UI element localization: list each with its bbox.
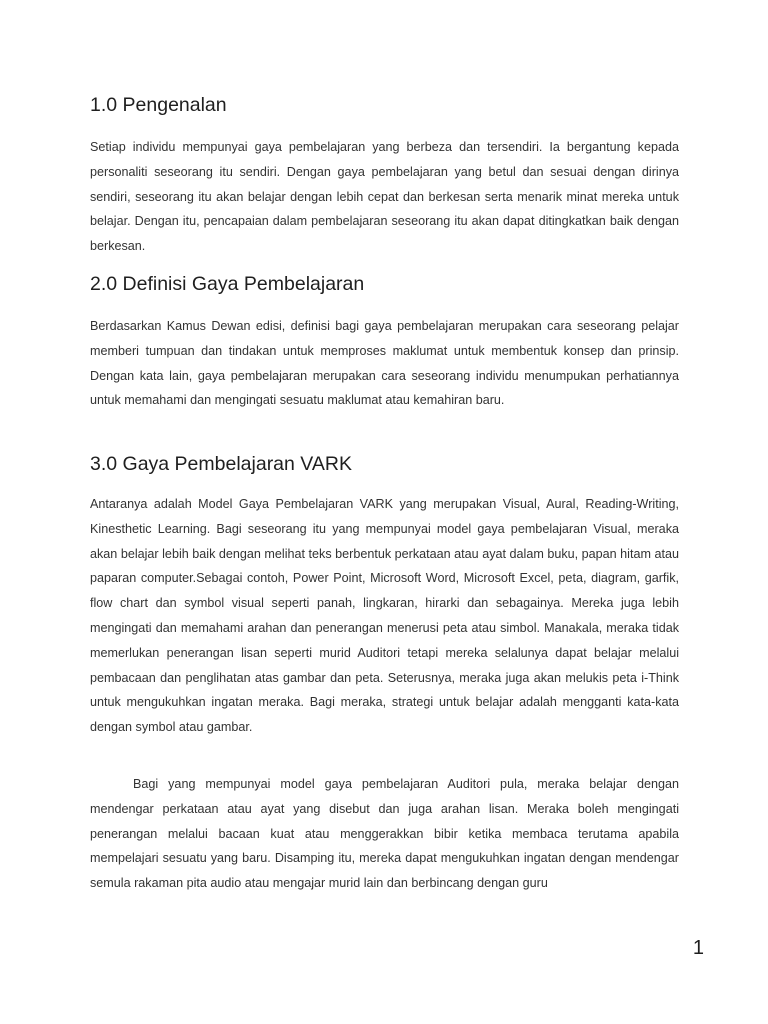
paragraph-vark-visual: Antaranya adalah Model Gaya Pembelajaran VARK yang merupakan Visual, Aural, Reading-Writing, Kinesthetic Learning. Bagi seseorang itu yang mempunyai model gaya pembelajaran Visual, meraka akan belajar lebih baik dengan melihat teks berbentuk perkataan atau ayat dalam buku, papan hitam atau paparan computer.Sebagai contoh, Power Point, Microsoft Word, Microsoft Excel, peta, diagram, garfik, flow chart dan symbol visual seperti panah, lingkaran, hirarki dan sebagainya. Mereka juga lebih mengingati dan memahami arahan dan penerangan menerusi peta atau simbol. Manakala, meraka tidak memerlukan penerangan lisan seperti murid Auditori tetapi mereka selalunya dapat belajar melalui pembacaan dan penglihatan atas gambar dan peta. Seterusnya, meraka juga akan melukis peta i-Think untuk mengukuhkan ingatan meraka. Bagi meraka, strategi untuk belajar adalah mengganti kata-kata dengan symbol atau gambar. <box>90 497 679 735</box>
document-page <box>90 0 679 1024</box>
paragraph-pengenalan: Setiap individu mempunyai gaya pembelajaran yang berbeza dan tersendiri. Ia bergantung kepada personaliti seseorang itu sendiri. Dengan gaya pembelajaran yang betul dan sesuai dengan dirinya sendiri, seseorang itu akan belajar dengan lebih cepat dan berkesan serta menarik minat mereka untuk belajar. Dengan itu, pencapaian dalam pembelajaran seseorang itu akan dapat ditingkatkan baik dengan berkesan. <box>90 140 679 254</box>
section-heading-pengenalan: 1.0 Pengenalan <box>90 94 227 116</box>
paragraph-vark-auditori: Bagi yang mempunyai model gaya pembelajaran Auditori pula, meraka belajar dengan mendengar perkataan atau ayat yang disebut dan juga arahan lisan. Meraka boleh mengingati penerangan melalui bacaan kuat atau menggerakkan bibir ketika membaca terutama apabila mempelajari sesuatu yang baru. Disamping itu, mereka dapat mengukuhkan ingatan dengan mendengar semula rakaman pita audio atau mengajar murid lain dan berbincang dengan guru <box>90 777 679 891</box>
section-heading-vark: 3.0 Gaya Pembelajaran VARK <box>90 453 352 475</box>
paragraph-definisi: Berdasarkan Kamus Dewan edisi, definisi bagi gaya pembelajaran merupakan cara seseorang pelajar memberi tumpuan dan tindakan untuk memproses maklumat untuk membentuk konsep dan prinsip. Dengan kata lain, gaya pembelajaran merupakan cara seseorang individu menumpukan perhatiannya untuk memahami dan mengingati sesuatu maklumat atau kemahiran baru. <box>90 319 679 408</box>
page-number: 1 <box>692 937 704 959</box>
section-heading-definisi: 2.0 Definisi Gaya Pembelajaran <box>90 273 365 295</box>
